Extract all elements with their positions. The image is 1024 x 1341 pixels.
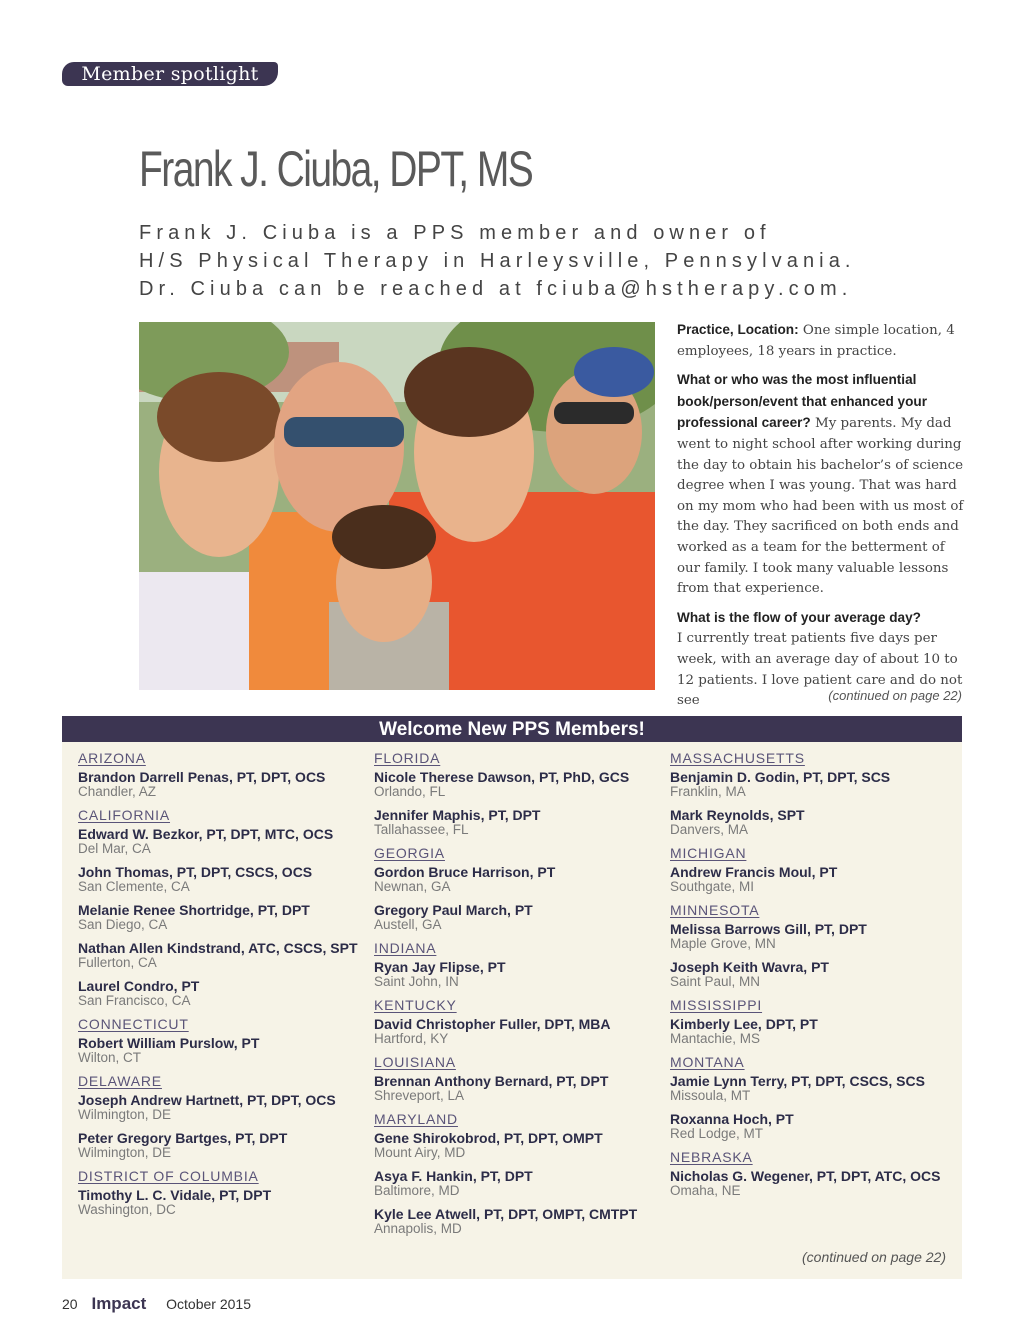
member-entry [78, 940, 368, 970]
member-name: John Thomas, PT, DPT, CSCS, OCS [78, 864, 313, 880]
state-heading: MINNESOTA [670, 902, 760, 918]
qa-item [677, 320, 967, 362]
member-name: Mark Reynolds, SPT [670, 807, 805, 823]
member-name: Edward W. Bezkor, PT, DPT, MTC, OCS [78, 826, 334, 842]
member-entry [374, 959, 664, 989]
member-city: Mount Airy, MD [374, 1145, 466, 1160]
qa-answer: One simple location, 4 employees, 18 years in practice. [677, 323, 955, 359]
member-name: Nicholas G. Wegener, PT, DPT, ATC, OCS [670, 1168, 941, 1184]
member-name: Gordon Bruce Harrison, PT [374, 864, 556, 880]
state-heading: CONNECTICUT [78, 1016, 189, 1032]
state-heading: NEBRASKA [670, 1149, 753, 1165]
member-city: Del Mar, CA [78, 841, 151, 856]
member-entry [78, 978, 368, 1008]
member-name: Timothy L. C. Vidale, PT, DPT [78, 1187, 272, 1203]
member-name: Roxanna Hoch, PT [670, 1111, 794, 1127]
member-entry [374, 902, 664, 932]
qa-answer: My parents. My dad went to night school after working during the day to obtain his bachelor’s of science degree when I was young. That was hard on my mom who had been with us most of the day. They sacrificed on both ends and worked as a team for the betterment of our family. I took many valuable lessons from that experience. [677, 416, 964, 597]
qa-item [677, 370, 967, 600]
member-city: San Diego, CA [78, 917, 168, 932]
continued-note: (continued on page 22) [828, 688, 962, 703]
member-name: Joseph Keith Wavra, PT [670, 959, 829, 975]
qa-question: What is the flow of your average day? [677, 609, 921, 625]
member-entry [78, 1187, 368, 1217]
member-name: Jennifer Maphis, PT, DPT [374, 807, 541, 823]
member-city: Newnan, GA [374, 879, 451, 894]
state-heading: DISTRICT OF COLUMBIA [78, 1168, 259, 1184]
member-city: Red Lodge, MT [670, 1126, 764, 1141]
member-city: Fullerton, CA [78, 955, 157, 970]
qa-answer: I currently treat patients five days per week, with an average day of about 10 to 12 patients. I love patient care and do not see [677, 631, 963, 709]
qa-section [677, 320, 967, 720]
member-entry [670, 769, 960, 799]
member-entry [670, 1016, 960, 1046]
member-entry [78, 902, 368, 932]
member-entry [670, 1168, 960, 1198]
member-city: Hartford, KY [374, 1031, 449, 1046]
state-heading: MONTANA [670, 1054, 745, 1070]
member-entry [670, 864, 960, 894]
state-heading: MICHIGAN [670, 845, 747, 861]
member-entry [670, 921, 960, 951]
member-city: Baltimore, MD [374, 1183, 460, 1198]
member-entry [78, 826, 368, 856]
member-entry [374, 1073, 664, 1103]
new-members-title: Welcome New PPS Members! [62, 716, 962, 742]
member-name: Benjamin D. Godin, PT, DPT, SCS [670, 769, 891, 785]
member-name: Laurel Condro, PT [78, 978, 200, 994]
state-heading: KENTUCKY [374, 997, 457, 1013]
state-heading: MISSISSIPPI [670, 997, 763, 1013]
member-entry [374, 1206, 664, 1236]
member-name: Joseph Andrew Hartnett, PT, DPT, OCS [78, 1092, 336, 1108]
page-footer [62, 1294, 251, 1314]
member-city: Shreveport, LA [374, 1088, 465, 1103]
member-name: Kimberly Lee, DPT, PT [670, 1016, 818, 1032]
section-badge: Member spotlight [62, 62, 278, 86]
member-name: Nicole Therese Dawson, PT, PhD, GCS [374, 769, 630, 785]
member-city: Omaha, NE [670, 1183, 741, 1198]
member-city: San Clemente, CA [78, 879, 190, 894]
profile-intro [139, 219, 856, 303]
intro-line: H/S Physical Therapy in Harleysville, Pennsylvania. [139, 250, 856, 272]
magazine-name: Impact [91, 1294, 147, 1313]
member-name: Melissa Barrows Gill, PT, DPT [670, 921, 867, 937]
member-city: Wilton, CT [78, 1050, 142, 1065]
member-entry [78, 1092, 368, 1122]
member-name: Melanie Renee Shortridge, PT, DPT [78, 902, 310, 918]
member-name: Ryan Jay Flipse, PT [374, 959, 506, 975]
member-entry [78, 1130, 368, 1160]
members-continued-note: (continued on page 22) [802, 1249, 946, 1265]
member-city: Annapolis, MD [374, 1221, 462, 1236]
member-name: Peter Gregory Bartges, PT, DPT [78, 1130, 288, 1146]
member-name: Andrew Francis Moul, PT [670, 864, 838, 880]
member-entry [374, 769, 664, 799]
member-name: David Christopher Fuller, DPT, MBA [374, 1016, 611, 1032]
member-name: Brandon Darrell Penas, PT, DPT, OCS [78, 769, 326, 785]
family-photo [139, 322, 655, 690]
member-name: Asya F. Hankin, PT, DPT [374, 1168, 533, 1184]
state-heading: MARYLAND [374, 1111, 458, 1127]
member-name: Robert William Purslow, PT [78, 1035, 260, 1051]
member-name: Gene Shirokobrod, PT, DPT, OMPT [374, 1130, 603, 1146]
member-city: Washington, DC [78, 1202, 176, 1217]
member-city: Wilmington, DE [78, 1145, 172, 1160]
member-city: Chandler, AZ [78, 784, 157, 799]
member-entry [374, 864, 664, 894]
member-entry [670, 1073, 960, 1103]
member-entry [78, 864, 368, 894]
member-city: Orlando, FL [374, 784, 446, 799]
member-city: Missoula, MT [670, 1088, 751, 1103]
state-heading: DELAWARE [78, 1073, 162, 1089]
member-name: Nathan Allen Kindstrand, ATC, CSCS, SPT [78, 940, 358, 956]
member-city: Austell, GA [374, 917, 442, 932]
members-column [374, 750, 664, 1244]
qa-question: What or who was the most influential book/person/event that enhanced your professional career? [677, 372, 928, 431]
member-city: Danvers, MA [670, 822, 749, 837]
member-city: Maple Grove, MN [670, 936, 776, 951]
state-heading: GEORGIA [374, 845, 445, 861]
members-column [78, 750, 368, 1225]
member-entry [374, 1168, 664, 1198]
state-heading: INDIANA [374, 940, 437, 956]
member-entry [670, 1111, 960, 1141]
new-members-panel [62, 716, 962, 1279]
member-entry [78, 1035, 368, 1065]
member-entry [670, 807, 960, 837]
member-entry [374, 1016, 664, 1046]
page-number: 20 [62, 1296, 78, 1312]
intro-line: Dr. Ciuba can be reached at fciuba@hstherapy.com. [139, 278, 853, 300]
member-name: Kyle Lee Atwell, PT, DPT, OMPT, CMTPT [374, 1206, 638, 1222]
member-name: Brennan Anthony Bernard, PT, DPT [374, 1073, 609, 1089]
member-city: Saint John, IN [374, 974, 459, 989]
state-heading: ARIZONA [78, 750, 146, 766]
state-heading: LOUISIANA [374, 1054, 456, 1070]
member-entry [374, 1130, 664, 1160]
qa-question: Practice, Location: [677, 322, 799, 337]
member-city: Mantachie, MS [670, 1031, 761, 1046]
member-city: San Francisco, CA [78, 993, 191, 1008]
member-city: Franklin, MA [670, 784, 746, 799]
member-name: Gregory Paul March, PT [374, 902, 533, 918]
member-name: Jamie Lynn Terry, PT, DPT, CSCS, SCS [670, 1073, 925, 1089]
member-city: Tallahassee, FL [374, 822, 469, 837]
member-entry [670, 959, 960, 989]
issue-date: October 2015 [166, 1296, 251, 1312]
member-entry [78, 769, 368, 799]
member-city: Wilmington, DE [78, 1107, 172, 1122]
intro-line: Frank J. Ciuba is a PPS member and owner of [139, 222, 771, 244]
member-city: Southgate, MI [670, 879, 755, 894]
member-entry [374, 807, 664, 837]
member-city: Saint Paul, MN [670, 974, 761, 989]
profile-name: Frank J. Ciuba, DPT, MS [139, 141, 533, 197]
members-column [670, 750, 960, 1206]
state-heading: FLORIDA [374, 750, 441, 766]
state-heading: MASSACHUSETTS [670, 750, 805, 766]
state-heading: CALIFORNIA [78, 807, 171, 823]
